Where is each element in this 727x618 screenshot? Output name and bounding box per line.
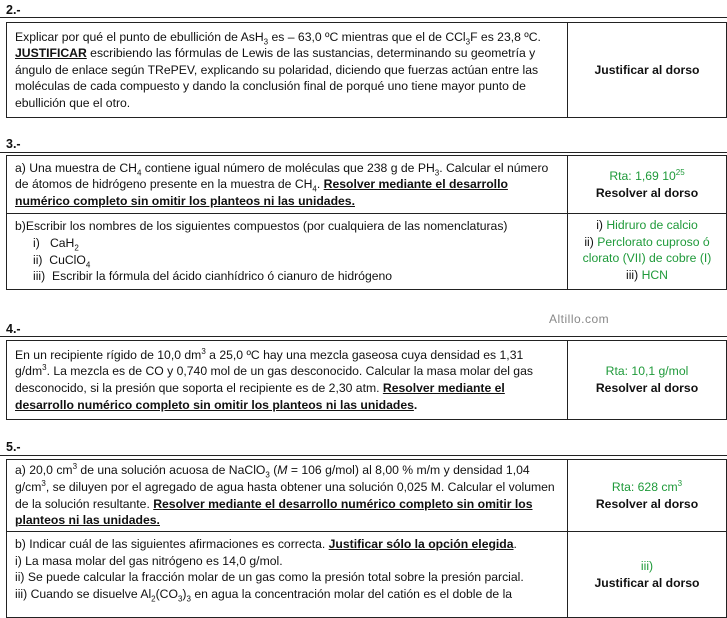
question-3-table [6, 155, 727, 290]
q3b-item-ii [15, 252, 561, 269]
question-4-table [6, 340, 727, 420]
q3b-iii-text: Escribir la fórmula del ácido cianhídrico ó cianuro de hidrógeno [51, 269, 393, 284]
q5b-iii-sub1: 2 [151, 594, 156, 604]
q3a-rta-exp: 25 [675, 167, 685, 177]
q5b-ans: iii) [640, 558, 654, 573]
q5a-text-3b: = 106 g/mol) al 8,00 % m/m y densidad 1,04 g/cm [15, 463, 530, 494]
question-5a-answer [568, 460, 727, 532]
q3b-ii-label: ii) [33, 252, 43, 267]
q3b-iii-label: iii) [33, 269, 46, 284]
q3b-ans-i [572, 217, 722, 234]
q4-text-2: a 25,0 ºC hay una mezcla gaseosa cuya densidad es 1,31 g/dm [15, 347, 524, 379]
q3b-i-sub: 2 [74, 243, 79, 253]
watermark: Altillo.com [549, 312, 610, 326]
separator [0, 17, 727, 18]
q2-sub-a: 3 [263, 36, 269, 46]
q5a-text-2: de una solución acuosa de NaClO [77, 463, 266, 478]
q5b-intro-line [15, 536, 561, 553]
q5a-text-3: ( [269, 463, 278, 478]
q4-text-3: . La mezcla es de CO y 0,740 mol de un gas desconocido. Calcular la masa molar del gas desconocido, si la presión que soporta el recipiente es de 2,30 atm. [15, 364, 533, 395]
question-4-answer [568, 341, 727, 420]
question-4-statement [7, 341, 568, 420]
q3b-item-i [15, 235, 561, 252]
q3a-resolver: Resolver al dorso [595, 185, 699, 200]
question-2-answer: Justificar al dorso [568, 23, 727, 118]
q5a-rta-exp: 3 [677, 478, 683, 488]
question-5-number: 5.- [6, 440, 21, 454]
q3b-item-iii [15, 268, 561, 285]
question-5-table [6, 459, 727, 618]
q5b-iii-sub3: 3 [186, 594, 191, 604]
q5b-resolver: Justificar al dorso [594, 575, 700, 590]
q3a-sub-2: 3 [434, 168, 440, 178]
q2-text-b: es – 63,0 ºC mientras que el de CCl [268, 29, 466, 44]
question-5a-statement [7, 460, 568, 532]
question-3-number: 3.- [6, 137, 21, 151]
separator [0, 152, 727, 153]
question-4-number: 4.- [6, 322, 21, 336]
q5a-text-4: , se diluyen por el agregado de agua hasta obtener una solución 0,025 M. Calcular el volumen de la solución resultante. [15, 479, 555, 511]
q3b-ans-iii-label: iii) [626, 267, 642, 282]
q3b-ans-ii-text: Perclorato cuproso ó clorato (VII) de cobre (I) [582, 234, 712, 266]
q5b-option-ii: ii) Se puede calcular la fracción molar de un gas como la presión total sobre la presión parcial. [15, 570, 524, 585]
q5b-iii-2: (CO [155, 586, 178, 601]
q5b-intro: b) Indicar cuál de las siguientes afirmaciones es correcta. [15, 537, 329, 551]
q5a-text-1: a) 20,0 cm [15, 463, 73, 478]
q2-text-c: F es 23,8 ºC. [470, 29, 541, 44]
q4-period: . [413, 397, 418, 412]
q4-text-1: En un recipiente rígido de 10,0 dm [15, 347, 202, 362]
q3a-sub-3: 4 [312, 184, 317, 194]
q5b-intro-end: . [513, 537, 517, 551]
q3b-i-formula: CaH [49, 235, 75, 250]
q5a-resolver: Resolver al dorso [595, 496, 699, 511]
separator [0, 336, 727, 337]
q5a-rta-value: Rta: 628 cm [611, 479, 678, 494]
q4-instructions: Resolver mediante el desarrollo numérico completo sin omitir los planteos ni las unidades [15, 381, 505, 412]
q5a-rta [572, 479, 722, 496]
q5b-iii-4: en agua la concentración molar del catión es el doble de la [190, 586, 513, 601]
question-3b-answer [568, 214, 727, 290]
q3b-ans-ii [572, 234, 722, 267]
question-2-statement [7, 23, 568, 118]
q5b-option-iii [15, 586, 561, 603]
q4-sup-2: 3 [42, 363, 47, 373]
q3a-text-2: contiene igual número de moléculas que 238 g de PH [141, 160, 435, 175]
q3b-ans-iii [572, 267, 722, 284]
q5b-justificar: Justificar sólo la opción elegida [328, 537, 514, 551]
q3a-rta-value: Rta: 1,69 10 [609, 168, 676, 183]
q3a-text-3: . Calcular el número de átomos de hidrógeno presente en la muestra de CH [15, 160, 549, 192]
q5b-iii-3: ) [182, 586, 187, 601]
q5a-m: M [277, 463, 288, 478]
q5a-sup-3: 3 [41, 478, 46, 488]
q3b-ans-i-label: i) [596, 218, 607, 232]
q2-justificar: JUSTIFICAR [15, 46, 87, 61]
q5b-iii-1: iii) Cuando se disuelve Al [15, 586, 152, 601]
question-2-number: 2.- [6, 3, 21, 17]
q3b-ans-iii-text: HCN [641, 267, 668, 282]
q3a-text-4: . [316, 177, 324, 192]
q2-text-e: escribiendo las fórmulas de Lewis de las sustancias, determinando su geometría y ángulo de enlace según TRePEV, explicando su polaridad, diciendo que fuerzas actúan entre las moléculas de cada compuesto y dando la conclusión final de porqué uno tiene mayor punto de ebullición que el otro. [15, 46, 539, 110]
q5a-sub-2: 3 [265, 470, 270, 480]
q4-resolver: Resolver al dorso [595, 381, 699, 395]
question-3b-statement [7, 214, 568, 290]
q3b-ans-ii-label: ii) [584, 234, 598, 249]
q3b-intro: b)Escribir los nombres de los siguientes compuestos (por cualquiera de las nomenclaturas) [15, 219, 508, 234]
q3b-ii-sub: 4 [85, 259, 91, 269]
q5a-instructions: Resolver mediante el desarrollo numérico completo sin omitir los planteos ni las unidades. [15, 496, 533, 528]
q3a-instructions: Resolver mediante el desarrollo numérico completo sin omitir los planteos ni las unidades. [15, 177, 508, 208]
q3b-ans-i-text: Hidruro de calcio [606, 218, 698, 232]
q5b-iii-sub2: 3 [177, 594, 183, 604]
separator [0, 455, 727, 456]
question-3a-statement [7, 156, 568, 214]
q3b-ii-formula: CuClO [49, 252, 86, 267]
question-5b-statement [7, 532, 568, 618]
q2-sub-b: 3 [465, 36, 471, 46]
q2-text-a: Explicar por qué el punto de ebullición de AsH [15, 29, 264, 44]
q3b-i-label: i) [33, 235, 40, 250]
q3a-rta [572, 168, 722, 185]
q5a-sup-1: 3 [72, 462, 78, 472]
question-3a-answer [568, 156, 727, 214]
q4-rta: Rta: 10,1 g/mol [605, 364, 689, 379]
q4-sup-1: 3 [201, 346, 206, 356]
q3a-text-1: a) Una muestra de CH [15, 160, 137, 175]
q5b-option-i: i) La masa molar del gas nitrógeno es 14,0 g/mol. [15, 553, 283, 568]
question-5b-answer [568, 532, 727, 618]
q3a-sub-1: 4 [136, 168, 142, 178]
question-2-table [6, 22, 727, 118]
